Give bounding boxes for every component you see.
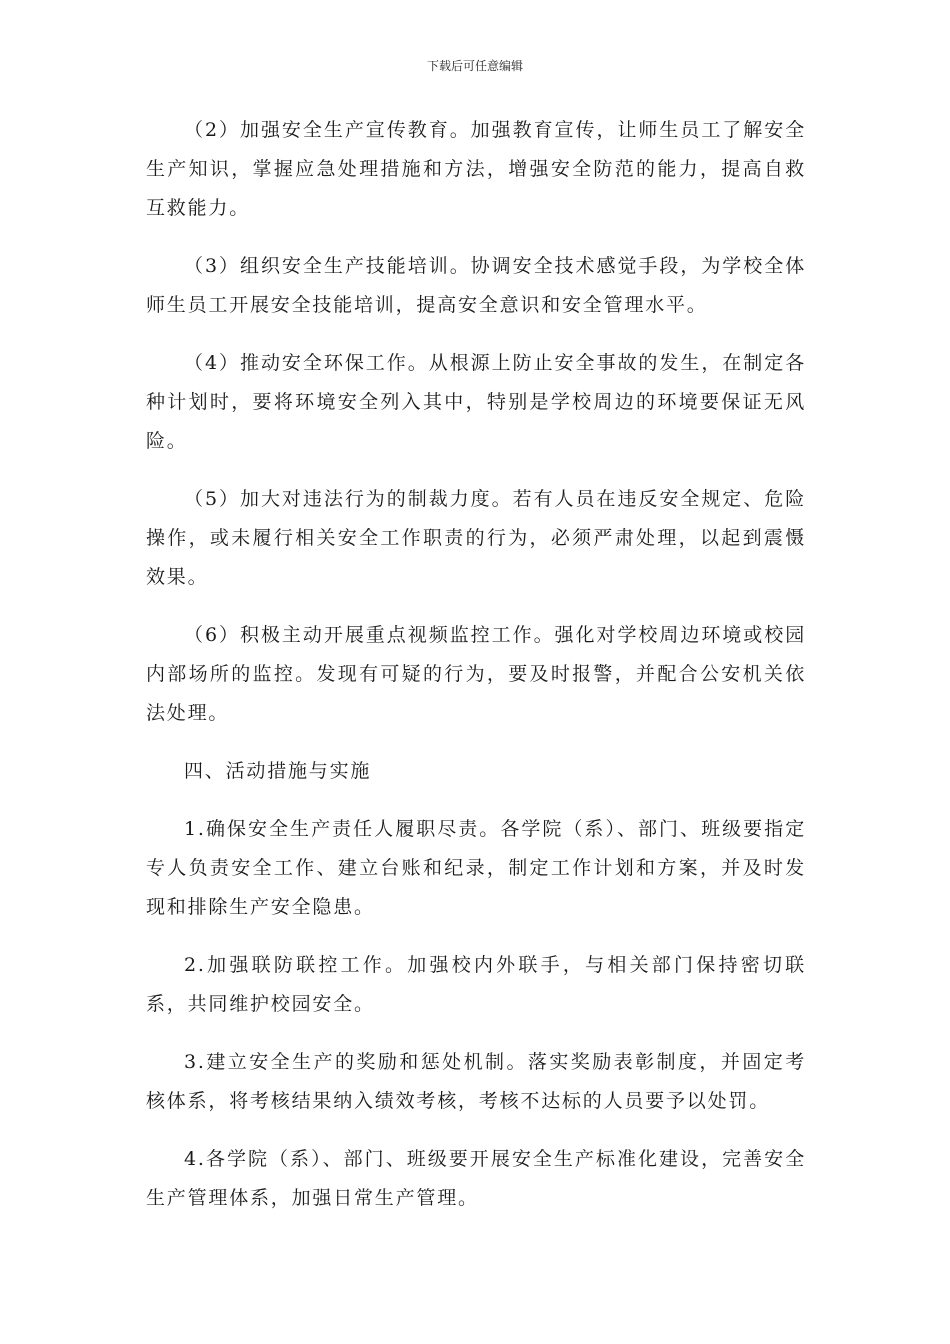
- page-header-note: 下载后可任意编辑: [426, 59, 523, 73]
- paragraph-item-6: （6）积极主动开展重点视频监控工作。强化对学校周边环境或校园内部场所的监控。发现有可疑的行为，要及时报警，并配合公安机关依法处理。: [146, 624, 806, 724]
- paragraph-measure-4: 4.各学院（系）、部门、班级要开展安全生产标准化建设，完善安全生产管理体系，加强日常生产管理。: [146, 1148, 806, 1209]
- paragraph-item-4: （4）推动安全环保工作。从根源上防止安全事故的发生，在制定各种计划时，要将环境安全列入其中，特别是学校周边的环境要保证无风险。: [146, 352, 806, 452]
- paragraph-item-5: （5）加大对违法行为的制裁力度。若有人员在违反安全规定、危险操作，或未履行相关安全工作职责的行为，必须严肃处理，以起到震慑效果。: [146, 488, 806, 588]
- paragraph-measure-3: 3.建立安全生产的奖励和惩处机制。落实奖励表彰制度，并固定考核体系，将考核结果纳入绩效考核，考核不达标的人员要予以处罚。: [146, 1051, 806, 1112]
- paragraph-item-3: （3）组织安全生产技能培训。协调安全技术感觉手段，为学校全体师生员工开展安全技能培训，提高安全意识和安全管理水平。: [146, 255, 806, 316]
- paragraph-measure-1: 1.确保安全生产责任人履职尽责。各学院（系）、部门、班级要指定专人负责安全工作、建立台账和纪录，制定工作计划和方案，并及时发现和排除生产安全隐患。: [146, 818, 806, 918]
- section-heading-measures: 四、活动措施与实施: [184, 760, 372, 782]
- paragraph-item-2: （2）加强安全生产宣传教育。加强教育宣传，让师生员工了解安全生产知识，掌握应急处理措施和方法，增强安全防范的能力，提高自救互救能力。: [146, 119, 806, 219]
- paragraph-measure-2: 2.加强联防联控工作。加强校内外联手，与相关部门保持密切联系，共同维护校园安全。: [146, 954, 806, 1015]
- document-body: [146, 111, 806, 1237]
